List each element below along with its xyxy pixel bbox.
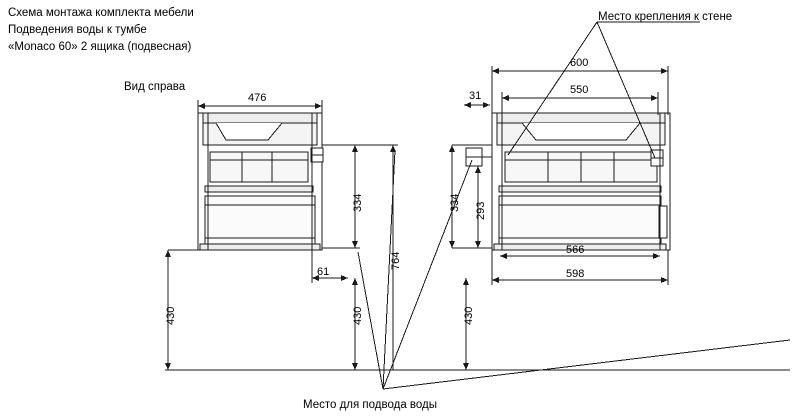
dim-front-550: 550 — [570, 84, 589, 96]
water-supply-label: Место для подвода воды — [303, 399, 438, 411]
dim-front-293: 293 — [475, 201, 487, 220]
dim-front-598: 598 — [566, 268, 585, 280]
dim-left-430-outer: 430 — [165, 306, 177, 325]
right-view-label: Вид справа — [124, 81, 186, 93]
title-line-1: Схема монтажа комплекта мебели — [8, 7, 194, 19]
dim-front-600: 600 — [570, 57, 589, 69]
dim-front-430: 430 — [463, 306, 475, 325]
dim-left-764: 764 — [390, 251, 402, 270]
dim-left-width-476: 476 — [248, 92, 267, 104]
dim-front-334: 334 — [449, 193, 461, 212]
title-line-3: «Monaco 60» 2 ящика (подвесная) — [8, 41, 192, 53]
title-line-2: Подведения воды к тумбе — [8, 24, 147, 36]
dim-front-31: 31 — [469, 90, 482, 102]
dim-front-566: 566 — [566, 244, 585, 256]
dim-left-61: 61 — [317, 266, 330, 278]
dim-left-430-inner: 430 — [352, 306, 364, 325]
dim-left-334: 334 — [352, 193, 364, 212]
wall-mount-label: Место крепления к стене — [598, 11, 733, 23]
